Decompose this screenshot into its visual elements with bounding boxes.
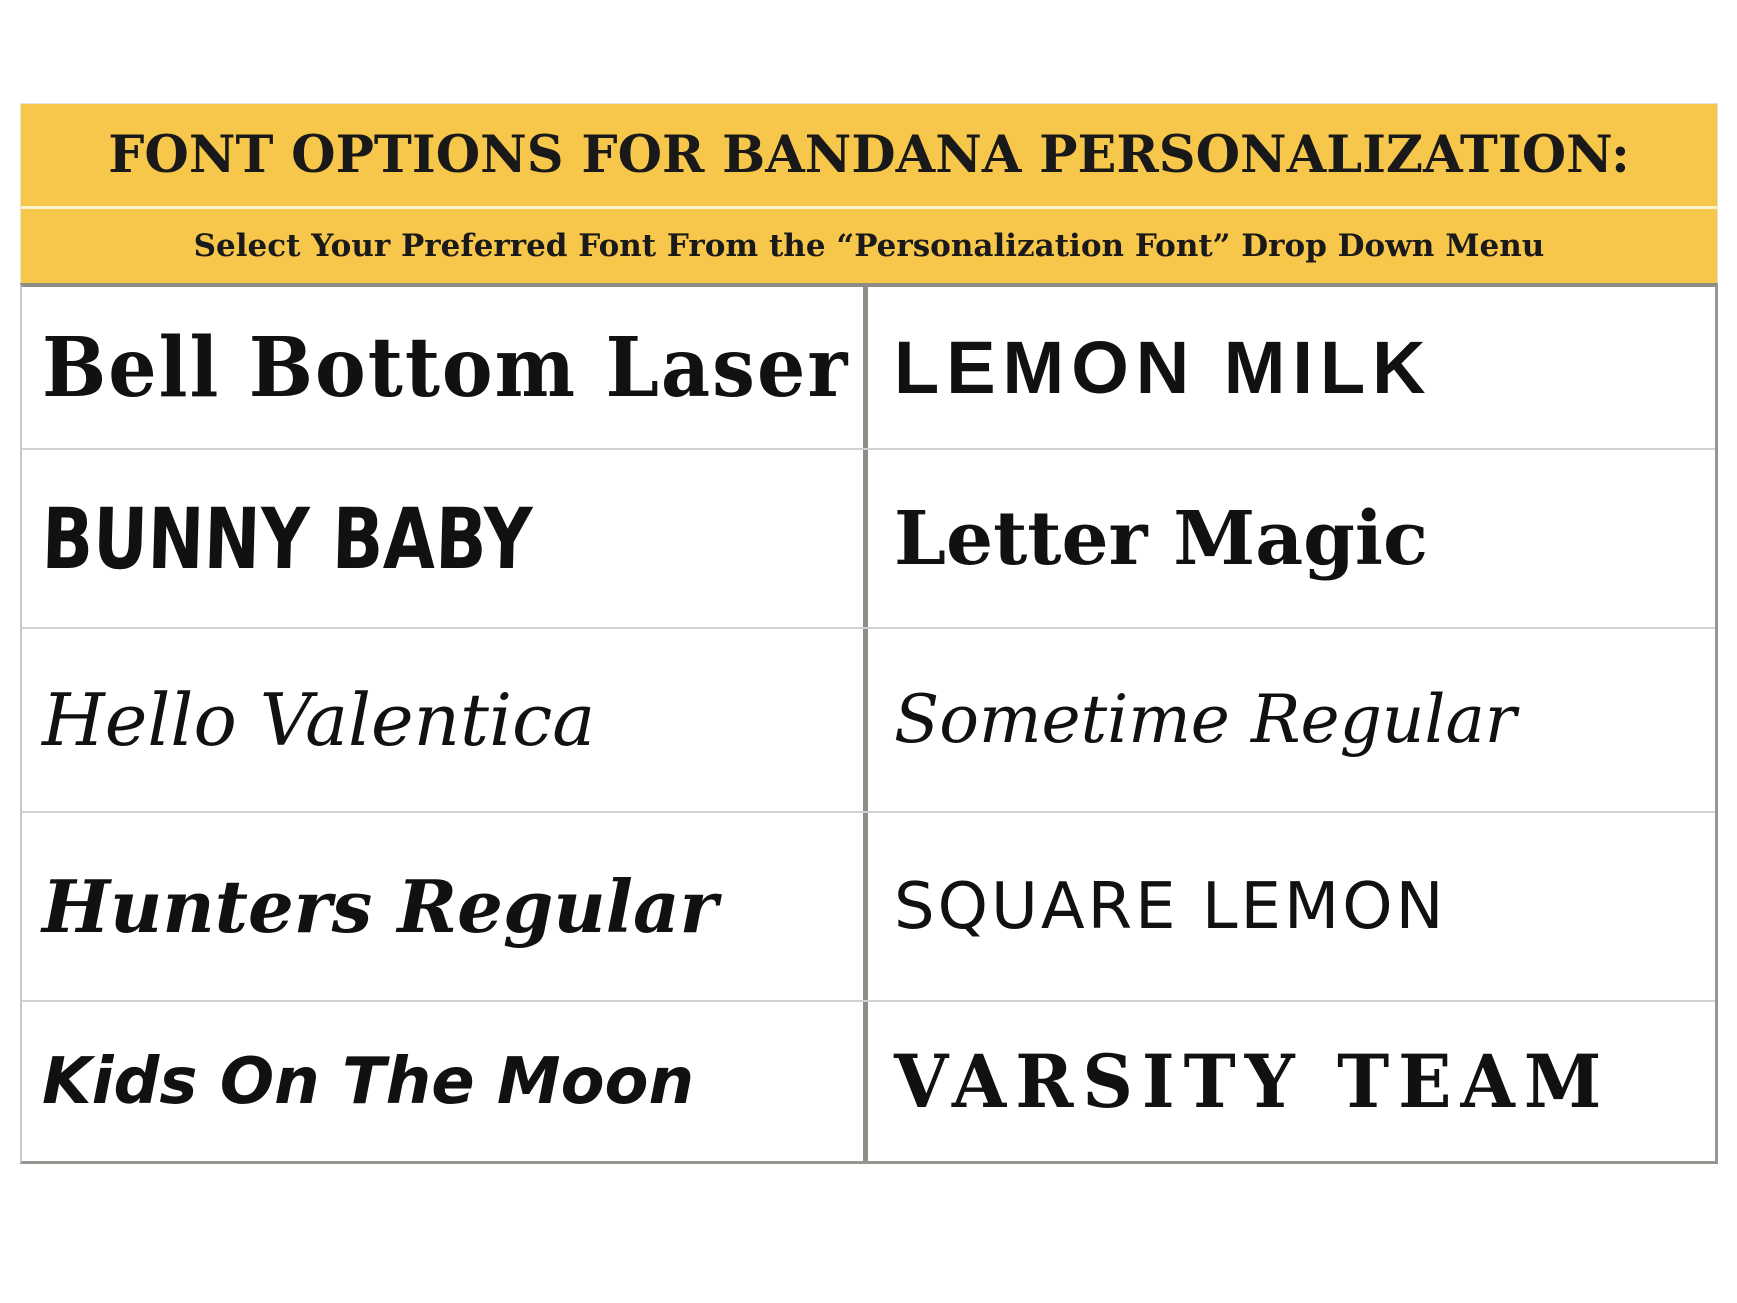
font-sample-kids-on-the-moon: Kids On The Moon [42,1044,695,1119]
table-row [22,287,1715,450]
table-row [22,629,1715,813]
header-banner [20,103,1718,283]
table-row [22,813,1715,1002]
font-options-sheet [20,103,1718,1164]
font-sample-lemon-milk: LEMON MILK [894,325,1433,409]
cell-lemon-milk [868,287,1715,448]
cell-bell-bottom-laser [22,287,868,448]
page-title: FONT OPTIONS FOR BANDANA PERSONALIZATION: [108,125,1630,185]
table-row [22,1002,1715,1161]
font-sample-varsity-team: VARSITY TEAM [894,1037,1611,1125]
page-subtitle: Select Your Preferred Font From the “Personalization Font” Drop Down Menu [193,228,1545,264]
table-row [22,450,1715,629]
cell-sometime-regular [868,629,1715,811]
font-sample-bunny-baby: BUNNY BABY [40,489,534,588]
font-sample-bell-bottom-laser: Bell Bottom Laser [42,318,850,416]
font-sample-square-lemon: SQUARE LEMON [894,869,1447,944]
font-sample-hunters-regular: Hunters Regular [42,863,718,949]
cell-bunny-baby [22,450,868,627]
font-sample-sometime-regular: Sometime Regular [894,681,1517,758]
cell-hello-valentica [22,629,868,811]
cell-kids-on-the-moon [22,1002,868,1161]
font-sample-letter-magic: Letter Magic [894,495,1429,582]
font-samples-table [20,283,1718,1164]
cell-square-lemon [868,813,1715,1000]
cell-hunters-regular [22,813,868,1000]
cell-varsity-team [868,1002,1715,1161]
font-sample-hello-valentica: Hello Valentica [42,678,596,762]
cell-letter-magic [868,450,1715,627]
